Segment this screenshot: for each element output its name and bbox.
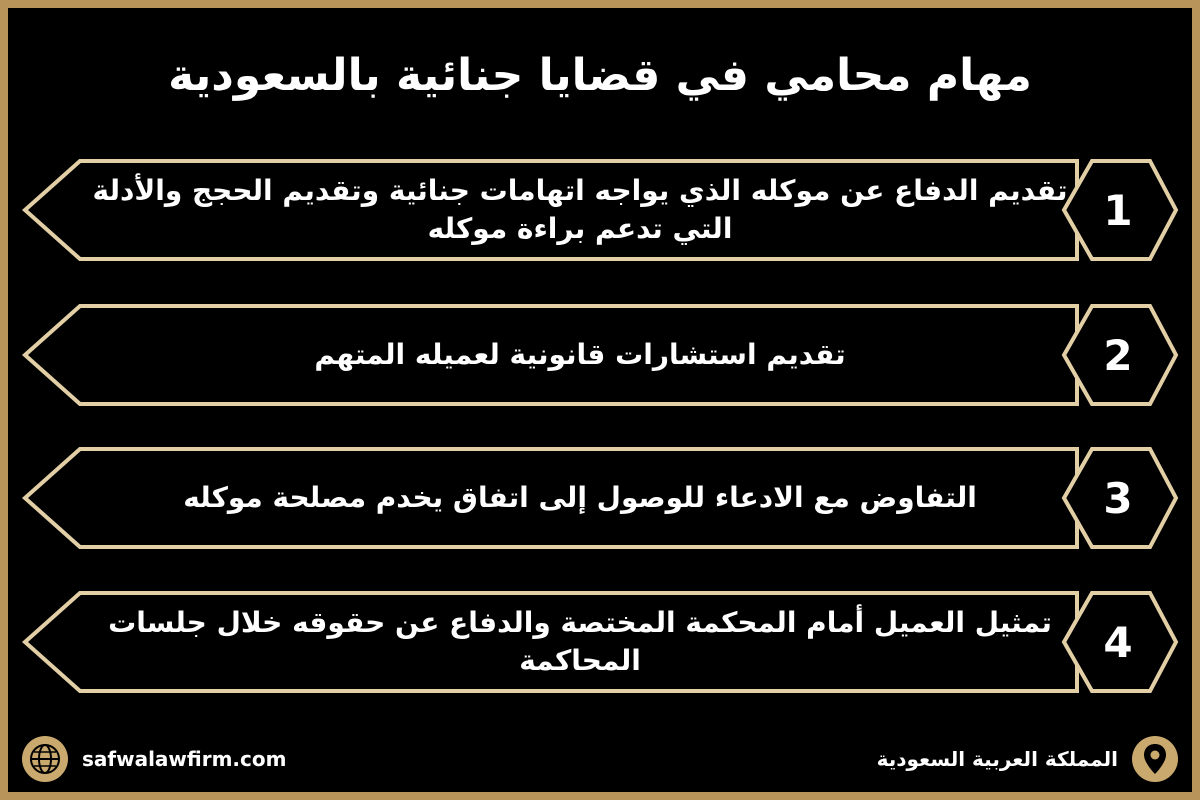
task-row-2 [0,303,1200,407]
task-text: تقديم الدفاع عن موكله الذي يواجه اتهامات جنائية وتقديم الحجج والأدلة التي تدعم براءة موكله [92,174,1068,245]
globe-icon [22,736,68,782]
task-text: تقديم استشارات قانونية لعميله المتهم [314,338,846,371]
map-pin-icon [1132,736,1178,782]
task-number-badge: 1 [1103,185,1133,235]
task-text: تمثيل العميل أمام المحكمة المختصة والدفاع عن حقوقه خلال جلسات المحاكمة [108,606,1052,677]
task-text: التفاوض مع الادعاء للوصول إلى اتفاق يخدم مصلحة موكله [183,481,977,514]
page-title: مهام محامي في قضايا جنائية بالسعودية [168,50,1032,101]
location-footer [877,733,1178,785]
task-row-1 [0,158,1200,262]
task-number-badge: 4 [1103,617,1133,667]
task-number-badge: 3 [1103,473,1133,523]
website-link[interactable]: safwalawfirm.com [82,747,287,771]
task-number-badge: 2 [1103,330,1133,380]
task-row-4 [0,590,1200,694]
task-row-3 [0,446,1200,550]
location-label: المملكة العربية السعودية [876,747,1118,771]
website-footer[interactable] [22,733,286,785]
